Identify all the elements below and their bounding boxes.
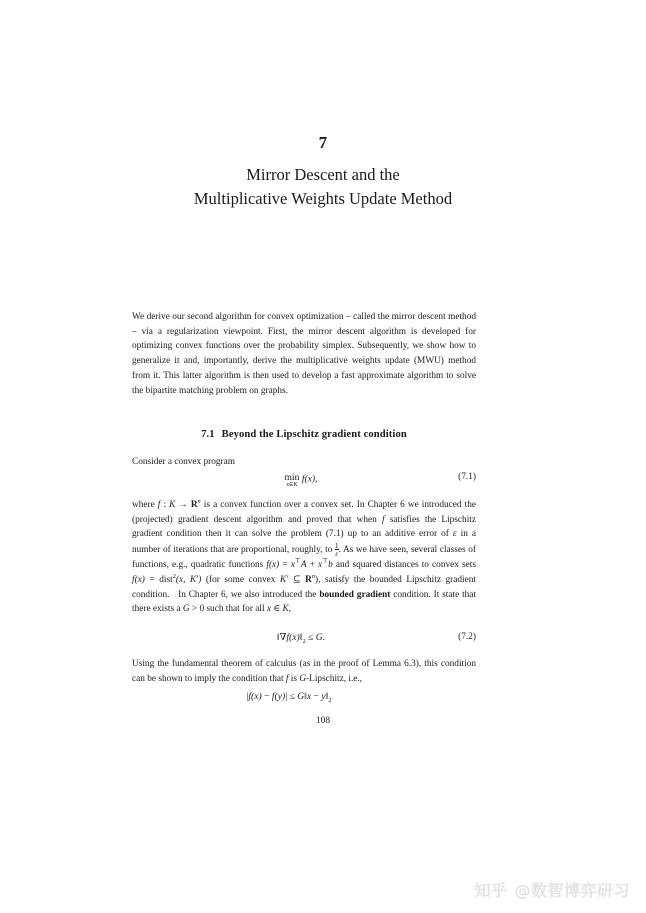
x-transpose-1: x [290,560,295,571]
where-text-3: satisfies the Lipschitz gradient condition then it can solve the problem (7.1) up to an additive error of [132,514,476,540]
section-number: 7.1 [201,429,215,440]
where-f: f [157,500,161,510]
where-K: K [169,500,176,510]
transpose-1: ⊤ [294,558,301,566]
where-text-2: is a convex function over a convex set. In Chapter 6 we introduced the (projected) gradient descent algorithm and proved that when [132,500,476,525]
eq72-G: G [315,632,323,643]
intro-paragraph: We derive our second algorithm for convex optimization – called the mirror descent method – via a regularization viewpoint. First, the mirror descent algorithm is developed for optimizing convex functions over the probability simplex. Subsequently, we show how to generalize it and, importantly, derive the multiplicative weights update (MWU) method from it. This latter algorithm is then used to develop a fast approximate algorithm to solve the bipartite matching problem on graphs. [132,312,476,396]
watermark-handle: @数智博弈研习 [514,881,630,900]
where-text-7: (for some convex [201,574,280,585]
bounded-gradient-term: bounded gradient [319,589,391,600]
chapter-title [0,163,646,211]
using-f: f [285,673,289,684]
lip-norm-close: ‖ [325,691,329,702]
vector-b: b [328,560,333,571]
eq72-norm-close: ‖ [299,632,303,643]
chapter6-sentence [132,590,476,615]
using-G: G [299,673,307,684]
using-text-3: -Lipschitz, i.e., [306,673,363,684]
equation-7-2-body [132,632,476,643]
min-operator [284,473,299,488]
dist-exponent: 2 [172,572,176,580]
section-heading [132,429,476,440]
page-number: 108 [315,716,331,726]
lip-x: x [306,691,312,702]
equation-7-1-expression: f(x), [301,473,318,485]
lip-norm-subscript: 2 [328,696,332,704]
chapter6-post: condition. It state that there exists a [132,589,477,615]
plus-sign: + [306,560,319,571]
chapter6-comma: , [288,604,292,615]
eq72-norm-open: ‖∇ [276,632,287,643]
equation-7-1-tag: (7.1) [458,472,476,482]
dist-operator: dist [159,574,173,585]
equation-lipschitz [132,691,476,702]
lip-fy: f(y) [271,691,286,702]
lip-fx: f(x) [248,691,262,702]
using-text-2: is [288,673,300,684]
where-colon: : [160,500,170,510]
constant-G: G [182,604,190,615]
intro-block [132,310,476,398]
eq-sign-2: = [144,574,160,585]
where-epsilon: ε [452,529,457,540]
where-paragraph [132,498,476,617]
lip-norm-minus: − [311,691,322,702]
fraction-numerator: 1 [334,540,339,550]
transpose-2: ⊤ [322,558,329,566]
matrix-A: A [300,560,307,571]
eq72-norm-subscript: 2 [302,637,306,645]
where-text-5: . As we have seen, several classes of functions, e.g., quadratic functions [132,545,476,571]
min-subscript: x∈K [286,481,298,488]
eq72-fx: f(x) [286,632,300,643]
where-text-8: ), satisfy the bounded Lipschitz gradient condition. [132,574,476,600]
where-arrow: → [175,500,191,510]
chapter-title-line-1: Mirror Descent and the [246,165,400,184]
using-paragraph [132,657,476,686]
eq72-period: . [322,632,326,643]
fraction-denominator: ε [335,549,339,559]
subseteq-sign: ⊆ [288,574,306,585]
dist-fx: f(x) [132,574,145,585]
reals-2: R [305,574,312,585]
min-label: min [284,472,300,483]
chapter-title-line-2: Multiplicative Weights Update Method [193,189,453,208]
lip-norm-open: ‖ [304,691,307,702]
where-reals: R [190,500,198,510]
consider-paragraph: Consider a convex program [132,457,236,467]
lip-G: G [297,691,305,702]
where-text-4: in a number of iterations that are proportional, roughly, to [132,529,476,556]
lip-abs-close: | [285,691,288,702]
one-over-epsilon-fraction [335,542,339,558]
watermark [474,878,630,901]
variable-x: x [266,604,271,615]
where-reals-exponent: n [197,497,201,505]
K-prime: K′ [280,574,289,585]
set-K: K [282,604,289,615]
chapter-number: 7 [318,133,328,152]
x-transpose-2: x [318,560,323,571]
chapter6-gt: > 0 such that for all [189,604,267,615]
lip-minus: − [261,691,272,702]
eq-sign-1: = [279,560,291,571]
zhihu-logo-icon: 知乎 [474,881,508,900]
where-f2: f [381,514,385,525]
equation-7-1-body [132,472,476,487]
dist-arguments: (x, K′) [175,574,202,585]
chapter6-pre: In Chapter 6, we also introduced the [178,589,320,600]
reals-2-exponent: n [311,572,316,580]
section-title: Beyond the Lipschitz gradient condition [221,429,407,440]
using-text-1: Using the fundamental theorem of calculus (as in the proof of Lemma 6.3), this condition can be shown to imply the condition that [132,659,476,684]
element-of: ∈ [271,604,283,615]
eq72-relation: ≤ [305,632,316,643]
equation-7-2-tag: (7.2) [458,632,476,642]
quadratic-fx: f(x) [266,560,280,571]
where-text-6: and squared distances to convex sets [332,560,476,571]
equation-7-2 [132,632,476,643]
lip-y: y [321,691,326,702]
lip-relation: ≤ [287,691,298,702]
where-text-1: where [132,500,158,510]
lip-abs-open: | [246,691,249,702]
equation-7-1 [132,472,476,487]
